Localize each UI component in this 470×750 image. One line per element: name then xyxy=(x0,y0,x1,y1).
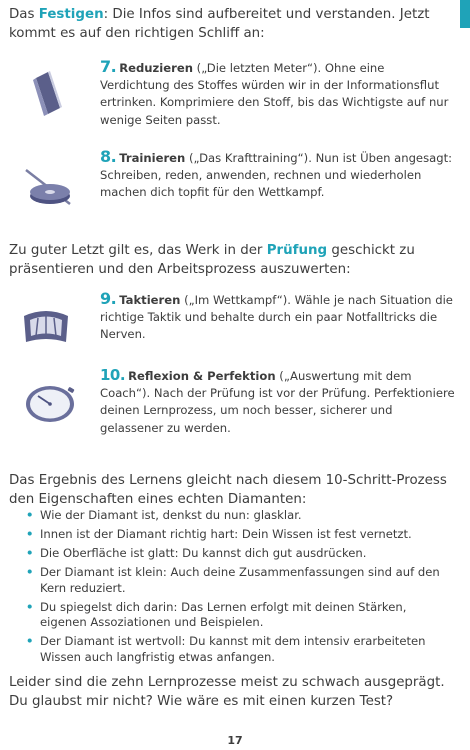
step-10-reflexion: 10. Reflexion & Perfektion („Auswertung mit dem Coach“). Nach der Prüfung ist vor der Prüfung. Perfektioniere deinen Lernprozess, um noch besser, sicherer und gelassener zu werden. xyxy=(100,366,455,435)
weight-plate-icon xyxy=(20,166,78,210)
intro-paragraph-festigen: Das Festigen: Die Infos sind aufbereitet und verstanden. Jetzt kommt es auf den richtigen Schliff an: xyxy=(9,7,430,41)
step-7-reduzieren: 7. Reduzieren („Die letzten Meter“). Ohne eine Verdichtung des Stoffes würden wir in der Informationsflut ertrinken. Komprimiere den Stoff, bis das Wichtigste auf nur wenige Seiten passt. xyxy=(100,57,449,127)
book-icon xyxy=(30,70,64,118)
page-number: 17 xyxy=(227,734,243,747)
step-8-trainieren: 8. Trainieren („Das Krafttraining“). Nun ist Üben angesagt: Schreiben, reden, anwenden, rechnen und wiederholen machen dich topfit für den Wettkampf. xyxy=(100,147,453,200)
keyword-festigen: Festigen xyxy=(38,7,104,22)
list-item: • Wie der Diamant ist, denkst du nun: glasklar. xyxy=(22,508,450,524)
list-item: • Du spiegelst dich darin: Das Lernen erfolgt mit deinen Stärken, eigenen Assoziationen und Beispielen. xyxy=(22,600,450,631)
closing-paragraph: Leider sind die zehn Lernprozesse meist zu schwach ausgeprägt. Du glaubst mir nicht? Wie wäre es mit einen kurzen Test? xyxy=(9,675,445,709)
diamond-intro-paragraph: Das Ergebnis des Lernens gleicht nach diesem 10-Schritt-Prozess den Eigenschaften eines echten Diamanten: xyxy=(9,473,447,507)
list-item: • Innen ist der Diamant richtig hart: Dein Wissen ist fest vernetzt. xyxy=(22,527,450,543)
chapter-tab-marker xyxy=(460,0,470,28)
stadium-icon xyxy=(20,306,72,346)
intro-paragraph-pruefung: Zu guter Letzt gilt es, das Werk in der Prüfung geschickt zu präsentieren und den Arbeitsprozess auszuwerten: xyxy=(9,243,415,277)
step-9-taktieren: 9. Taktieren („Im Wettkampf“). Wähle je nach Situation die richtige Taktik und behalte durch ein paar Notfalltricks die Nerven. xyxy=(100,289,453,342)
diamond-properties-list xyxy=(22,508,450,669)
keyword-pruefung: Prüfung xyxy=(266,243,328,258)
list-item: • Der Diamant ist klein: Auch deine Zusammenfassungen sind auf den Kern reduziert. xyxy=(22,565,450,596)
list-item: • Der Diamant ist wertvoll: Du kannst mit dem intensiv erarbeiteten Wissen auch langfristig etwas anfangen. xyxy=(22,634,450,665)
stopwatch-icon xyxy=(22,378,78,426)
list-item: • Die Oberfläche ist glatt: Du kannst dich gut ausdrücken. xyxy=(22,546,450,562)
